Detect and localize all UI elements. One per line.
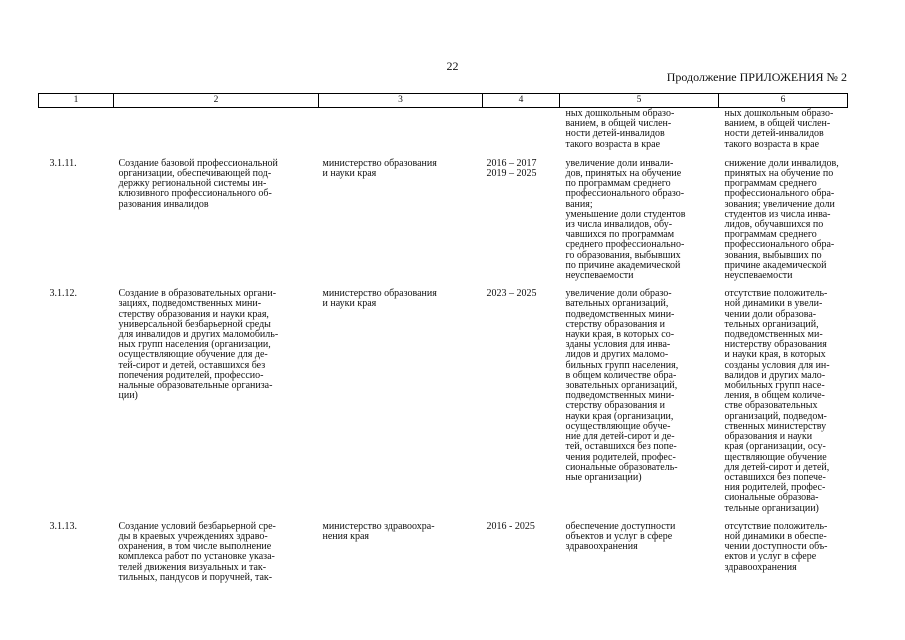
indicator: увеличение доли образо- вательных организаций, подведомственных мини- стерству образования и науки края, в которых со- зданы условия для инва- лидов и других маломо- бильных групп населения, в общем количестве обра- зовательных организаций, подведомственных мини- стерству образования и науки края (организации, осуществляющие обуче- ние для детей-сирот и де- тей, оставшихся без попе- чения родителей, профес- сиональные образователь- ные организации) [565, 288, 679, 483]
row-number: 3.1.12. [49, 288, 77, 300]
continuation-label: Продолжение ПРИЛОЖЕНИЯ № 2 [666, 70, 847, 84]
executor: министерство образования и науки края [322, 157, 437, 180]
table-row [39, 281, 848, 513]
appendix-table [38, 93, 848, 583]
table-row [39, 150, 848, 281]
column-header-2: 2 [114, 94, 319, 108]
period: 2016 – 2017 2019 – 2025 [486, 157, 537, 180]
measure-name: Создание базовой профессиональной организации, обеспечивающей под- держку региональной системы ин- клюзивного профессионального об- разования инвалидов [118, 157, 278, 210]
table-row [39, 514, 848, 583]
column-header-3: 3 [319, 94, 483, 108]
column-header-6: 6 [719, 94, 848, 108]
column-header-4: 4 [483, 94, 560, 108]
indicator: увеличение доли инвали- дов, принятых на обучение по программам среднего профессионального образо- вания; уменьшение доли студентов из числа инвалидов, обу- чавшихся по программам среднего профессионально- го образования, выбывших по причине академической неуспеваемости [565, 157, 686, 282]
measure-name: Создание в образовательных органи- зациях, подведомственных мини- стерству образования и науки края, универсальной безбарьерной среды для инвалидов и других маломобиль- ных групп населения (организации, осуществляющие обучение для де- тей-сирот и детей, оставшихся без попечения родителей, профессио- нальные образовательные организа- ции) [118, 288, 279, 402]
column-header-5: 5 [560, 94, 719, 108]
measure-name: Создание условий безбарьерной сре- ды в краевых учреждениях здраво- охранения, в том числе выполнение комплекса работ по установке указа- телей движения визуальных и так- тильных, пандусов и поручней, так- [118, 520, 276, 583]
result: отсутствие положитель- ной динамики в обеспе- чении доступности объ- ектов и услуг в сфере здравоохранения [724, 520, 828, 573]
result: отсутствие положитель- ной динамики в увели- чении доли образова- тельных организаций, подведомственных ми- нистерству образования и науки края, в которых созданы условия для ин- валидов и других мало- мобильных групп насе- ления, в общем количе- стве образовательных организаций, подведом- ственных министерству образования и науки края (организации, осу- ществляющие обучение для детей-сирот и детей, оставшихся без попече- ния родителей, профес- сиональные образова- тельные организации) [724, 288, 830, 514]
result: снижение доли инвалидов, принятых на обучение по программам среднего профессионального обра- зования; увеличение доли студентов из числа инва- лидов, обучавшихся по программам среднего профессионального обра- зования, выбывших по причине академической неуспеваемости [724, 157, 839, 282]
continuation-row [39, 108, 848, 150]
row-number: 3.1.13. [49, 520, 77, 532]
executor: министерство здравоохра- нения края [322, 520, 435, 542]
column-header-1: 1 [39, 94, 114, 108]
indicator: обеспечение доступности объектов и услуг в сфере здравоохранения [565, 520, 676, 553]
table-header-row [39, 94, 848, 108]
period: 2023 – 2025 [486, 288, 537, 300]
executor: министерство образования и науки края [322, 288, 437, 310]
row-number: 3.1.11. [49, 157, 77, 169]
continuation-indicator: ных дошкольным образо- ванием, в общей числен- ности детей-инвалидов такого возраста в крае [565, 108, 675, 150]
page-number: 22 [446, 59, 459, 73]
continuation-result: ных дошкольным образо- ванием, в общей числен- ности детей-инвалидов такого возраста в крае [724, 108, 834, 150]
period: 2016 - 2025 [486, 520, 535, 532]
